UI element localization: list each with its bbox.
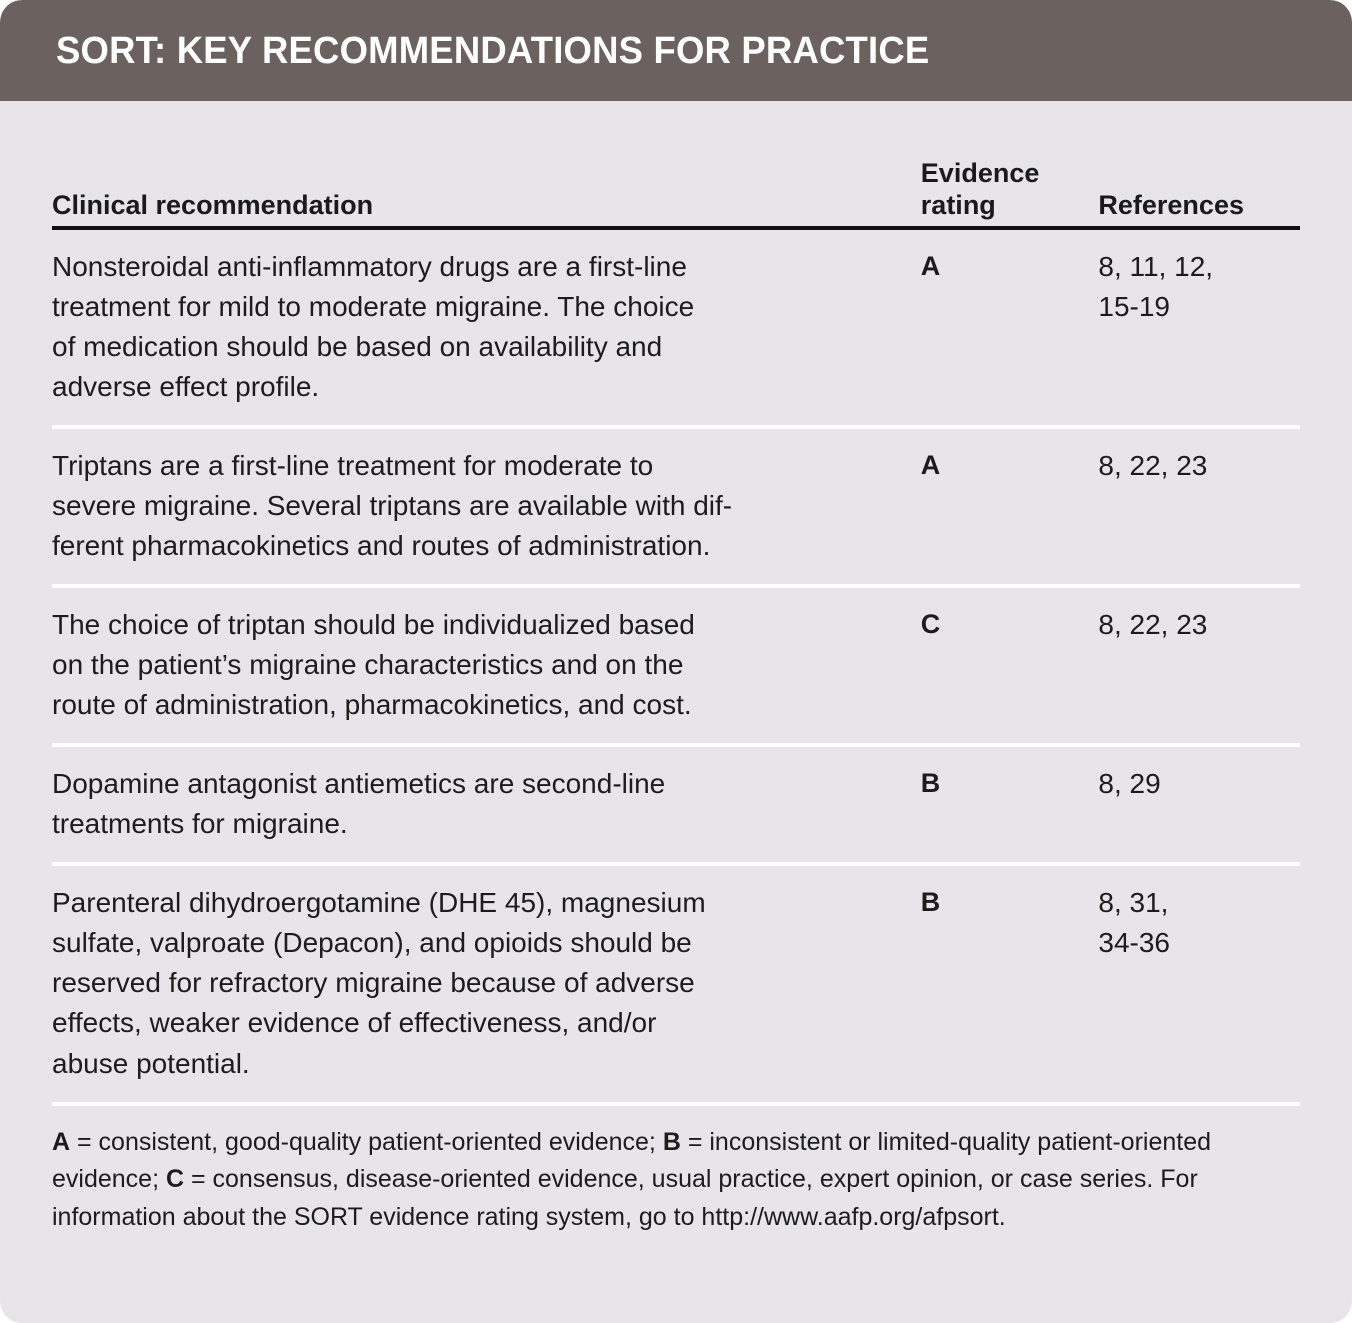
cell-references [1098,446,1300,486]
table-row [52,747,1300,862]
recommendations-table [0,101,1352,1236]
references-line: 15-19 [1098,291,1171,323]
recommendation-line: The choice of triptan should be individualized based [52,609,695,641]
column-header-evidence-rating-line1: Evidence [920,158,1040,189]
cell-recommendation [52,446,921,566]
table-row [52,230,1300,425]
column-header-clinical-recommendation: Clinical recommendation [52,190,374,221]
cell-evidence-rating: B [920,768,941,799]
recommendation-line: on the patient’s migraine characteristics and on the [52,649,684,681]
panel-title-bar [0,0,1352,101]
references-line: 8, 22, 23 [1098,609,1208,641]
footnote-rating-a-text: = consistent, good-quality patient-oriented evidence; [70,1127,663,1156]
column-header-evidence-rating-line2: rating [920,190,996,221]
column-header-evidence-rating [921,158,1099,226]
recommendation-line: ferent pharmacokinetics and routes of administration. [52,530,711,562]
references-line: 8, 29 [1098,768,1161,800]
footnote-legend [52,1106,1300,1237]
table-row [52,429,1300,584]
recommendation-line: Triptans are a first-line treatment for moderate to [52,450,654,482]
cell-evidence-rating: A [920,450,941,481]
cell-references [1098,247,1300,327]
table-header-row [52,101,1300,226]
table-row [52,588,1300,743]
cell-recommendation [52,247,921,407]
footnote-rating-c-text: = consensus, disease-oriented evidence, usual practice, expert opinion, or case series. For information about the SORT evidence rating system, go to http://www.aafp.org/afpsort. [52,1165,1198,1231]
footnote-rating-b: B [662,1127,681,1156]
recommendation-line: adverse effect profile. [52,371,320,403]
cell-references [1098,764,1300,804]
footnote-rating-c: C [165,1165,185,1194]
cell-evidence-rating: B [920,887,941,918]
recommendation-line: effects, weaker evidence of effectiveness, and/or [52,1007,657,1039]
recommendation-line: sulfate, valproate (Depacon), and opioids should be [52,927,692,959]
recommendation-line: of medication should be based on availability and [52,331,663,363]
table-row [52,866,1300,1101]
references-line: 8, 11, 12, [1098,251,1214,282]
recommendation-line: reserved for refractory migraine because of adverse [52,967,695,999]
cell-references [1098,605,1300,645]
references-line: 8, 22, 23 [1098,450,1208,482]
cell-recommendation [52,605,921,725]
recommendation-line: Nonsteroidal anti-inflammatory drugs are a first-line [52,251,687,282]
cell-recommendation [52,883,921,1083]
footnote-rating-a: A [52,1127,71,1156]
recommendation-line: treatments for migraine. [52,808,348,840]
recommendation-line: Dopamine antagonist antiemetics are second-line [52,768,666,800]
recommendation-line: route of administration, pharmacokinetics, and cost. [52,689,692,721]
footnote-rating-b-text: = inconsistent or limited-quality patient-oriented evidence; [52,1127,1212,1194]
cell-evidence-rating: C [920,609,941,640]
cell-evidence-rating: A [920,251,941,281]
panel-title: SORT: KEY RECOMMENDATIONS FOR PRACTICE [56,29,930,72]
recommendation-line: abuse potential. [52,1047,250,1079]
cell-recommendation [52,764,921,844]
column-header-references: References [1098,190,1244,221]
recommendation-line: treatment for mild to moderate migraine. The choice [52,291,695,323]
cell-references [1098,883,1300,963]
recommendation-line: severe migraine. Several triptans are available with dif- [52,490,733,522]
references-line: 34-36 [1098,927,1171,959]
recommendation-line: Parenteral dihydroergotamine (DHE 45), magnesium [52,887,706,919]
references-line: 8, 31, [1098,887,1169,919]
